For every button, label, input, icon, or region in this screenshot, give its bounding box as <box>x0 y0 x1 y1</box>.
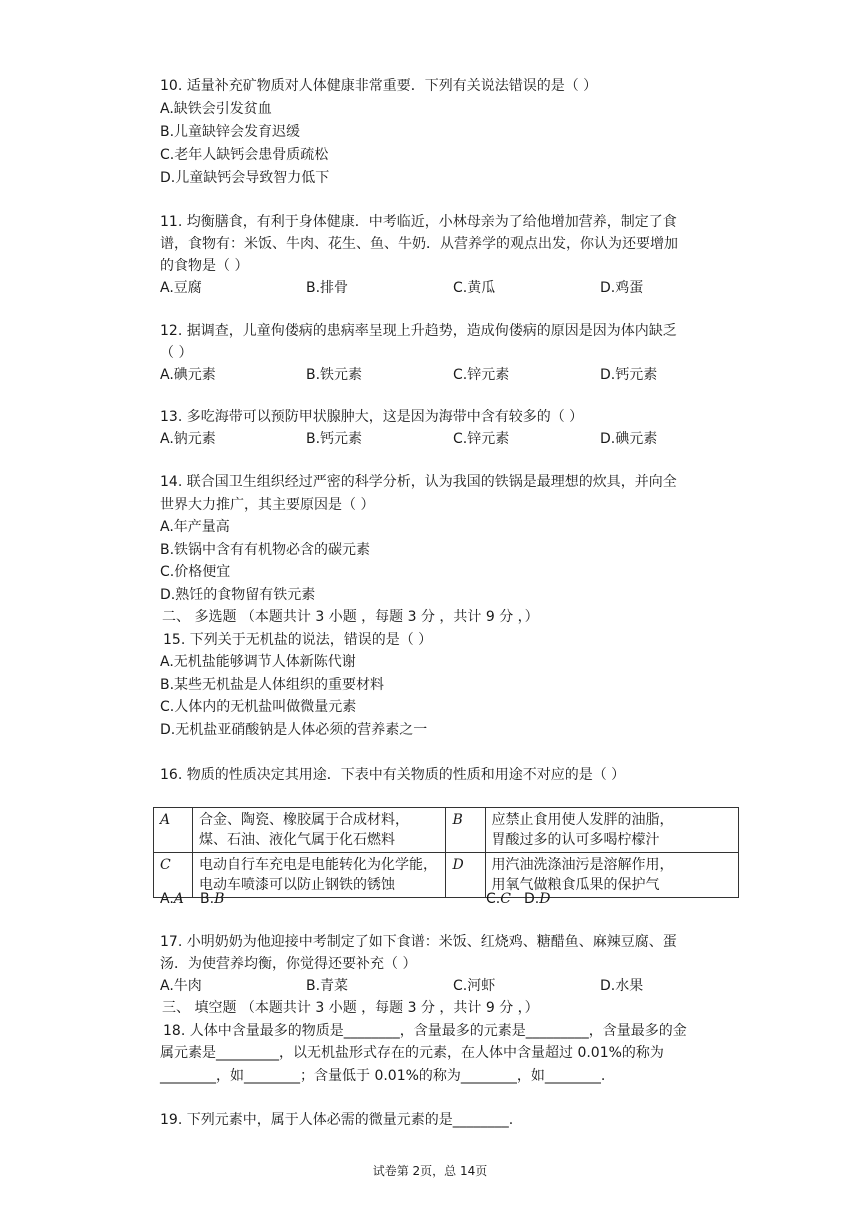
question-14-option-a: A.年产量高 <box>160 519 230 535</box>
table-row <box>154 853 739 898</box>
table-cell-b-line-1: 应禁止食用使人发胖的油脂， <box>491 812 674 828</box>
question-14-stem-line-1: 14. 联合国卫生组织经过严密的科学分析，认为我国的铁锅是最理想的炊具，并向全 <box>160 474 677 490</box>
question-16-table <box>153 807 739 898</box>
question-11-stem-line-3: 的食物是（ ） <box>160 258 249 274</box>
question-14-option-b: B.铁锅中含有有机物必含的碳元素 <box>160 542 371 558</box>
table-cell-b-line-2: 胃酸过多的认可多喝柠檬汁 <box>491 832 660 848</box>
question-11-option-d: D.鸡蛋 <box>600 280 644 296</box>
question-15-option-a: A.无机盐能够调节人体新陈代谢 <box>160 654 356 670</box>
question-11-stem-line-1: 11. 均衡膳食，有利于身体健康．中考临近，小林母亲为了给他增加营养，制定了食 <box>160 214 677 230</box>
question-14-stem-line-2: 世界大力推广，其主要原因是（ ） <box>160 497 375 513</box>
question-11-stem-line-2: 谱，食物有：米饭、牛肉、花生、鱼、牛奶．从营养学的观点出发，你认为还要增加 <box>160 236 678 252</box>
table-key-c: C <box>154 853 193 898</box>
question-16-option-c: C.C <box>486 891 511 907</box>
table-key-d: D <box>446 853 485 898</box>
question-10-stem: 10. 适量补充矿物质对人体健康非常重要．下列有关说法错误的是（ ） <box>160 78 598 94</box>
question-16-stem: 16. 物质的性质决定其用途．下表中有关物质的性质和用途不对应的是（ ） <box>160 767 626 783</box>
question-16-option-a: A.A <box>160 891 184 907</box>
question-12-stem-line-1: 12. 据调查，儿童佝偻病的患病率呈现上升趋势，造成佝偻病的原因是因为体内缺乏 <box>160 323 677 339</box>
question-13-option-a: A.钠元素 <box>160 431 216 447</box>
table-cell-a <box>193 808 446 853</box>
question-15-option-b: B.某些无机盐是人体组织的重要材料 <box>160 677 385 693</box>
question-11-option-c: C.黄瓜 <box>453 280 496 296</box>
question-16-option-b: B.B <box>200 891 225 907</box>
question-17-option-b: B.青菜 <box>306 978 349 994</box>
question-13-option-d: D.碘元素 <box>600 431 658 447</box>
page-footer: 试卷第 2页，总 14页 <box>372 1164 488 1178</box>
table-cell-a-line-2: 煤、石油、液化气属于化石燃料 <box>199 832 396 848</box>
question-18-line-2: 属元素是_________，以无机盐形式存在的元素，在人体中含量超过 0.01%的称为 <box>160 1045 664 1061</box>
question-17-option-d: D.水果 <box>600 978 644 994</box>
question-10-option-b: B.儿童缺锌会发育迟缓 <box>160 124 301 140</box>
question-13-option-b: B.钙元素 <box>306 431 363 447</box>
question-11-option-b: B.排骨 <box>306 280 349 296</box>
question-18-line-3: ________，如________；含量低于 0.01%的称为________，如________. <box>160 1068 606 1084</box>
table-cell-c-line-1: 电动自行车充电是电能转化为化学能， <box>199 857 438 873</box>
question-18-line-1: 18. 人体中含量最多的物质是________，含量最多的元素是_________，含量最多的金 <box>163 1023 687 1039</box>
question-14-option-c: C.价格便宜 <box>160 564 231 580</box>
question-16-option-d: D.D <box>524 891 551 907</box>
section-3-heading: 三、 填空题 （本题共计 3 小题 ，每题 3 分 ，共计 9 分 ，） <box>162 1000 539 1016</box>
table-row <box>154 808 739 853</box>
question-17-option-a: A.牛肉 <box>160 978 202 994</box>
question-15-option-d: D.无机盐亚硝酸钠是人体必须的营养素之一 <box>160 722 428 738</box>
question-11-option-a: A.豆腐 <box>160 280 202 296</box>
table-cell-b <box>485 808 738 853</box>
table-cell-a-line-1: 合金、陶瓷、橡胶属于合成材料， <box>199 812 410 828</box>
question-12-option-d: D.钙元素 <box>600 367 658 383</box>
question-15-option-c: C.人体内的无机盐叫做微量元素 <box>160 699 357 715</box>
question-12-option-c: C.锌元素 <box>453 367 510 383</box>
table-cell-d-line-2: 用氧气做粮食瓜果的保护气 <box>491 877 660 893</box>
question-12-stem-line-2: （ ） <box>160 345 193 361</box>
table-key-a: A <box>154 808 193 853</box>
question-17-stem-line-1: 17. 小明奶奶为他迎接中考制定了如下食谱：米饭、红烧鸡、糖醋鱼、麻辣豆腐、蛋 <box>160 934 677 950</box>
table-cell-c <box>193 853 446 898</box>
question-10-option-a: A.缺铁会引发贫血 <box>160 101 272 117</box>
table-key-b: B <box>446 808 485 853</box>
question-14-option-d: D.熟饪的食物留有铁元素 <box>160 587 316 603</box>
table-cell-d-line-1: 用汽油洗涤油污是溶解作用， <box>491 857 674 873</box>
question-10-option-d: D.儿童缺钙会导致智力低下 <box>160 170 330 186</box>
question-15-stem: 15. 下列关于无机盐的说法，错误的是（ ） <box>163 632 433 648</box>
table-cell-c-line-2: 电动车喷漆可以防止钢铁的锈蚀 <box>199 877 396 893</box>
question-13-option-c: C.锌元素 <box>453 431 510 447</box>
question-19-stem: 19. 下列元素中，属于人体必需的微量元素的是________. <box>160 1112 514 1128</box>
section-2-heading: 二、 多选题 （本题共计 3 小题 ，每题 3 分 ，共计 9 分 ，） <box>162 609 539 625</box>
question-17-option-c: C.河虾 <box>453 978 496 994</box>
question-12-option-a: A.碘元素 <box>160 367 216 383</box>
question-12-option-b: B.铁元素 <box>306 367 363 383</box>
question-10-option-c: C.老年人缺钙会患骨质疏松 <box>160 147 329 163</box>
question-13-stem: 13. 多吃海带可以预防甲状腺肿大，这是因为海带中含有较多的（ ） <box>160 409 584 425</box>
question-17-stem-line-2: 汤．为使营养均衡，你觉得还要补充（ ） <box>160 956 417 972</box>
